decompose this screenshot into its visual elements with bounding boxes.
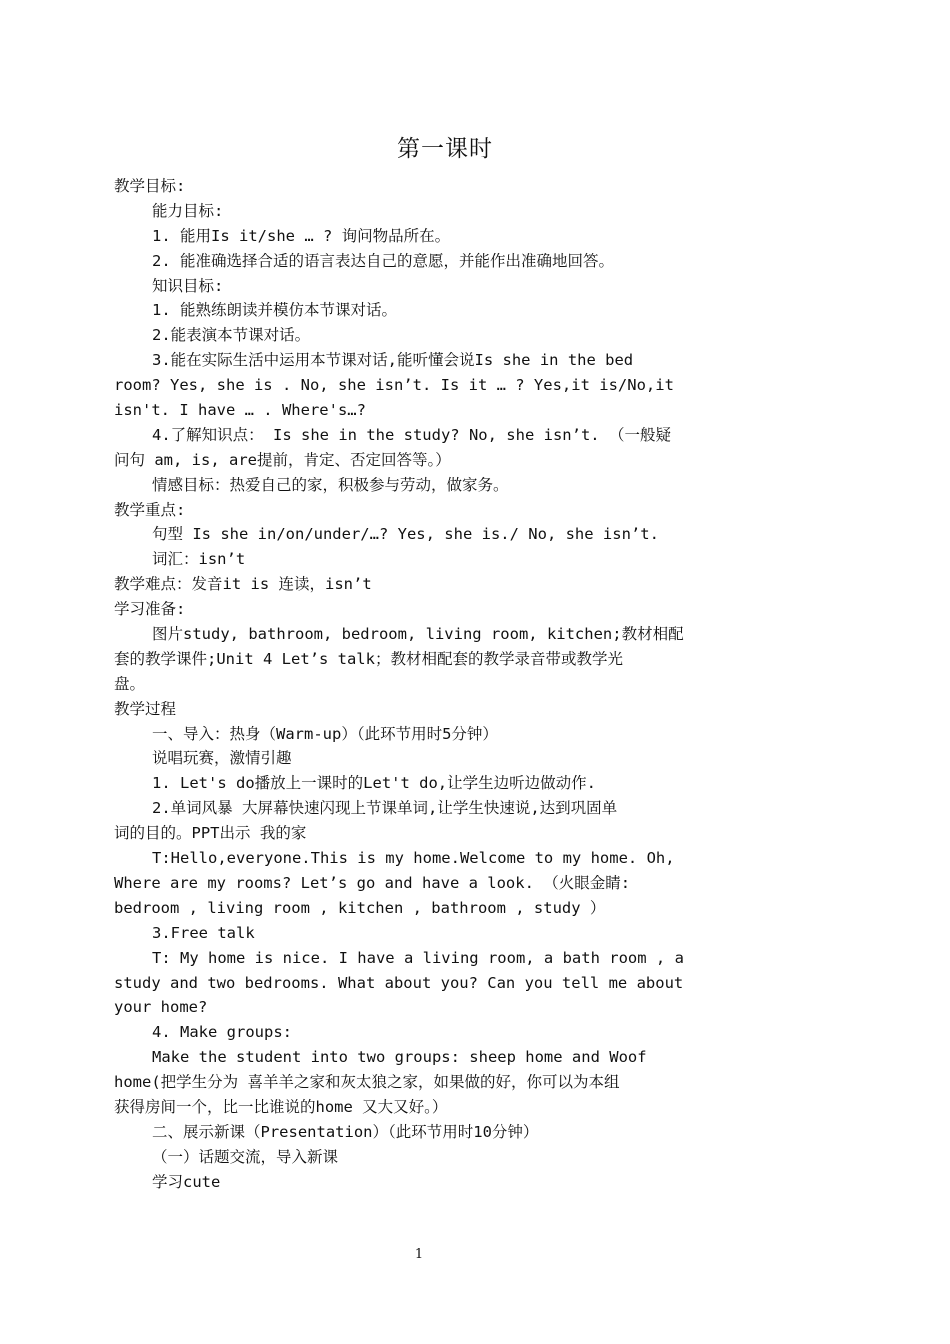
text-line: 教学难点：发音it is 连读，isn’t bbox=[114, 575, 372, 594]
text-line: room? Yes, she is . No, she isn’t. Is it … ? Yes,it is/No,it bbox=[114, 376, 674, 395]
text-line: 盘。 bbox=[114, 674, 146, 693]
text-line: 3.能在实际生活中运用本节课对话,能听懂会说Is she in the bed bbox=[152, 351, 634, 370]
text-line: 一、导入：热身（Warm-up）（此环节用时5分钟） bbox=[152, 724, 498, 743]
text-line: 获得房间一个，比一比谁说的home 又大又好。） bbox=[114, 1097, 448, 1116]
text-line: bedroom , living room , kitchen , bathroom , study ） bbox=[114, 898, 606, 917]
text-line: 问句 am, is, are提前，肯定、否定回答等。） bbox=[114, 450, 451, 469]
text-line: 2.单词风暴 大屏幕快速闪现上节课单词,让学生快速说,达到巩固单 bbox=[152, 799, 618, 818]
text-line: 说唱玩赛，激情引趣 bbox=[152, 749, 292, 768]
text-line: 2. 能准确选择合适的语言表达自己的意愿，并能作出准确地回答。 bbox=[152, 251, 614, 270]
text-line: T:Hello,everyone.This is my home.Welcome to my home. Oh, bbox=[152, 849, 675, 868]
text-line: 1. Let's do播放上一课时的Let't do,让学生边听边做动作. bbox=[152, 774, 596, 793]
text-line: 2.能表演本节课对话。 bbox=[152, 326, 311, 345]
text-line: 4.了解知识点： Is she in the study? No, she isn’t. （一般疑 bbox=[152, 425, 671, 444]
text-line: 二、展示新课（Presentation）（此环节用时10分钟） bbox=[152, 1122, 539, 1141]
text-line: 套的教学课件;Unit 4 Let’s talk；教材相配套的教学录音带或教学光 bbox=[114, 649, 623, 668]
text-line: home(把学生分为 喜羊羊之家和灰太狼之家，如果做的好，你可以为本组 bbox=[114, 1073, 620, 1092]
text-line: 教学重点: bbox=[114, 500, 186, 519]
text-line: T: My home is nice. I have a living room, a bath room , a bbox=[152, 948, 684, 967]
text-line: 能力目标: bbox=[152, 201, 224, 220]
text-line: Where are my rooms? Let’s go and have a look. （火眼金睛: bbox=[114, 873, 631, 892]
text-line: Make the student into two groups: sheep home and Woof bbox=[152, 1048, 647, 1067]
text-line: 图片study, bathroom, bedroom, living room, kitchen;教材相配 bbox=[152, 625, 684, 644]
text-line: 句型 Is she in/on/under/…? Yes, she is./ No, she isn’t. bbox=[152, 525, 659, 544]
document-body bbox=[114, 174, 734, 1195]
text-line: 3.Free talk bbox=[152, 923, 255, 942]
text-line: 词汇：isn’t bbox=[152, 550, 246, 569]
text-line: isn't. I have … . Where's…? bbox=[114, 401, 366, 420]
text-line: your home? bbox=[114, 998, 208, 1017]
text-line: 知识目标: bbox=[152, 276, 224, 295]
text-line: 学习cute bbox=[152, 1172, 221, 1191]
text-line: （一）话题交流，导入新课 bbox=[152, 1147, 339, 1166]
text-line: study and two bedrooms. What about you? Can you tell me about bbox=[114, 973, 684, 992]
page-title: 第一课时 bbox=[397, 136, 493, 162]
text-line: 情感目标：热爱自己的家，积极参与劳动，做家务。 bbox=[152, 475, 509, 494]
page-number: 1 bbox=[414, 1247, 424, 1262]
text-line: 1. 能熟练朗读并模仿本节课对话。 bbox=[152, 301, 397, 320]
text-line: 1. 能用Is it/she … ? 询问物品所在。 bbox=[152, 226, 451, 245]
text-line: 教学目标: bbox=[114, 177, 186, 195]
text-line: 教学过程 bbox=[114, 699, 177, 718]
text-line: 4. Make groups: bbox=[152, 1023, 292, 1042]
text-line: 词的目的。PPT出示 我的家 bbox=[114, 824, 307, 843]
text-line: 学习准备: bbox=[114, 600, 186, 619]
